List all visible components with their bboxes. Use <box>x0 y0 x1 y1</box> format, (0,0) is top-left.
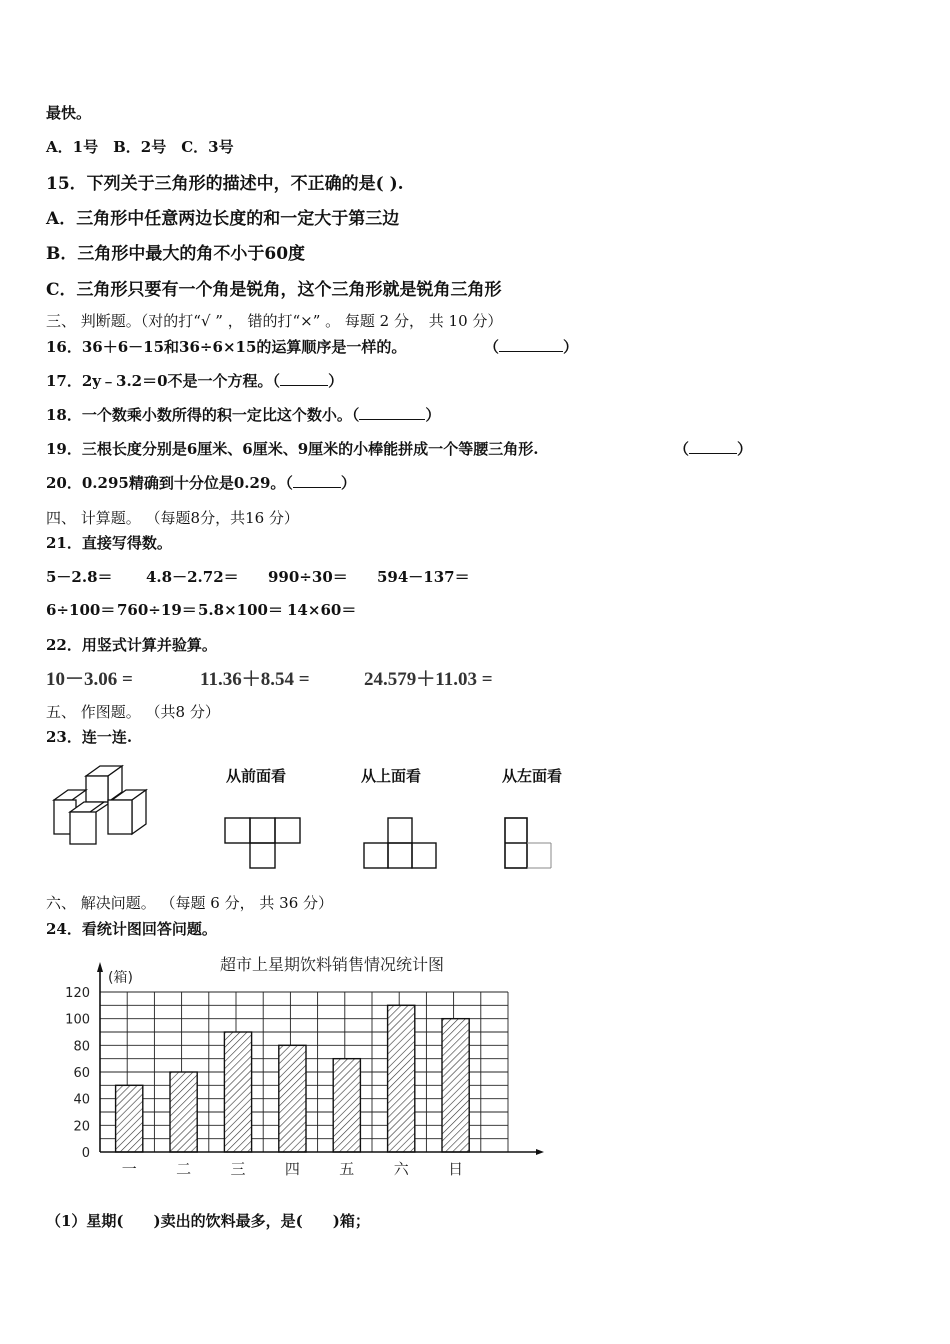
q22-stem: 22．用竖式计算并验算。 <box>46 636 217 654</box>
q21-item: 6÷100＝ <box>46 601 116 619</box>
view-front-label: 从前面看 <box>226 767 287 785</box>
chart-bars <box>116 1005 470 1152</box>
bar <box>333 1059 360 1152</box>
bar <box>442 1019 469 1152</box>
q17-text: 17．2y﹣3.2＝0不是一个方程。（ <box>46 372 281 390</box>
section-3-title: 三、 判断题。（对的打“√ ” ， 错的打“×” 。 每题 2 分， 共 10 分） <box>46 312 503 330</box>
q19-answer <box>674 438 752 459</box>
x-tick-label: 一 <box>121 1160 137 1178</box>
q17-blank[interactable] <box>280 371 328 386</box>
y-tick-label: 80 <box>73 1039 90 1055</box>
view-front-figure <box>222 815 302 871</box>
bar <box>279 1045 306 1152</box>
y-tick-label: 120 <box>65 986 90 1001</box>
y-tick-label: 20 <box>73 1119 90 1135</box>
q19-text: 19．三根长度分别是6厘米、6厘米、9厘米的小棒能拼成一个等腰三角形. <box>46 440 539 458</box>
section-4-title: 四、 计算题。 （每题8分，共16 分） <box>46 509 299 527</box>
q21-item: 760÷19＝ <box>117 601 197 619</box>
q23-stem: 23．连一连. <box>46 728 133 746</box>
q20-paren-close: ） <box>340 474 356 492</box>
q21-stem: 21．直接写得数。 <box>46 534 172 552</box>
q15-option-c: C．三角形只要有一个角是锐角，这个三角形就是锐角三角形 <box>46 280 502 300</box>
y-tick-label: 100 <box>65 1012 90 1028</box>
view-top-figure <box>362 815 440 871</box>
q17-paren-close: ） <box>328 372 344 390</box>
y-tick-label: 60 <box>73 1066 90 1081</box>
q14-tail: 最快。 <box>46 104 92 122</box>
bar-chart <box>60 950 550 1190</box>
solid-figure <box>46 760 166 850</box>
x-tick-label: 二 <box>176 1160 192 1178</box>
y-tick-label: 40 <box>73 1092 90 1108</box>
bar <box>388 1005 415 1152</box>
q21-item: 4.8－2.72＝ <box>146 568 239 586</box>
q22-expression: 11.36＋8.54 = <box>200 669 310 690</box>
q22-expression: 24.579＋11.03 = <box>364 669 493 690</box>
q16-text: 16．36＋6－15和36÷6×15的运算顺序是一样的。 <box>46 338 407 356</box>
q16-paren-open: （ <box>484 338 500 356</box>
q24-stem: 24．看统计图回答问题。 <box>46 920 217 938</box>
x-tick-label: 五 <box>339 1160 355 1178</box>
q15-option-b: B．三角形中最大的角不小于60度 <box>46 244 306 264</box>
q18-paren-close: ） <box>425 406 441 424</box>
q21-item: 990÷30＝ <box>268 568 348 586</box>
x-tick-label: 六 <box>393 1160 409 1178</box>
q19-paren-close: ） <box>737 440 753 458</box>
q20-text: 20．0.295精确到十分位是0.29。（ <box>46 474 293 492</box>
q16-answer <box>484 336 578 357</box>
q21-item: 5.8×100＝ <box>198 601 283 619</box>
q17-row <box>46 370 343 391</box>
x-tick-label: 三 <box>230 1160 246 1178</box>
q15-stem: 15．下列关于三角形的描述中，不正确的是( ). <box>46 174 404 194</box>
q22-expression: 10－3.06 = <box>46 669 133 690</box>
section-6-title: 六、 解决问题。 （每题 6 分， 共 36 分） <box>46 894 334 912</box>
y-tick-label: 0 <box>81 1146 90 1161</box>
bar <box>170 1072 197 1152</box>
x-tick-label: 四 <box>284 1160 300 1178</box>
x-tick-label: 日 <box>448 1160 464 1178</box>
chart-y-axis-label: (箱) <box>108 970 133 986</box>
q15-option-a: A．三角形中任意两边长度的和一定大于第三边 <box>46 209 400 229</box>
q21-item: 14×60＝ <box>287 601 357 619</box>
q18-text: 18．一个数乘小数所得的积一定比这个数小。（ <box>46 406 360 424</box>
q19-blank[interactable] <box>689 439 737 454</box>
q14-options: A．1号 B．2号 C．3号 <box>46 138 234 156</box>
q24-sub1: （1）星期( )卖出的饮料最多，是( )箱； <box>46 1212 370 1230</box>
q21-item: 594－137＝ <box>377 568 470 586</box>
section-5-title: 五、 作图题。 （共8 分） <box>46 703 220 721</box>
bar <box>224 1032 251 1152</box>
view-left-label: 从左面看 <box>502 767 563 785</box>
chart-title: 超市上星期饮料销售情况统计图 <box>219 955 445 974</box>
q21-item: 5－2.8＝ <box>46 568 113 586</box>
x-axis-arrow <box>536 1149 544 1155</box>
q20-blank[interactable] <box>293 473 341 488</box>
view-left-figure <box>502 815 556 871</box>
y-axis-arrow <box>97 962 103 972</box>
view-top-label: 从上面看 <box>361 767 422 785</box>
q18-blank[interactable] <box>359 405 425 420</box>
q19-paren-open: （ <box>674 440 690 458</box>
q18-row <box>46 404 440 425</box>
q16-paren-close: ） <box>563 338 579 356</box>
q20-row <box>46 472 356 493</box>
bar <box>116 1085 143 1152</box>
q16-blank[interactable] <box>499 337 563 352</box>
